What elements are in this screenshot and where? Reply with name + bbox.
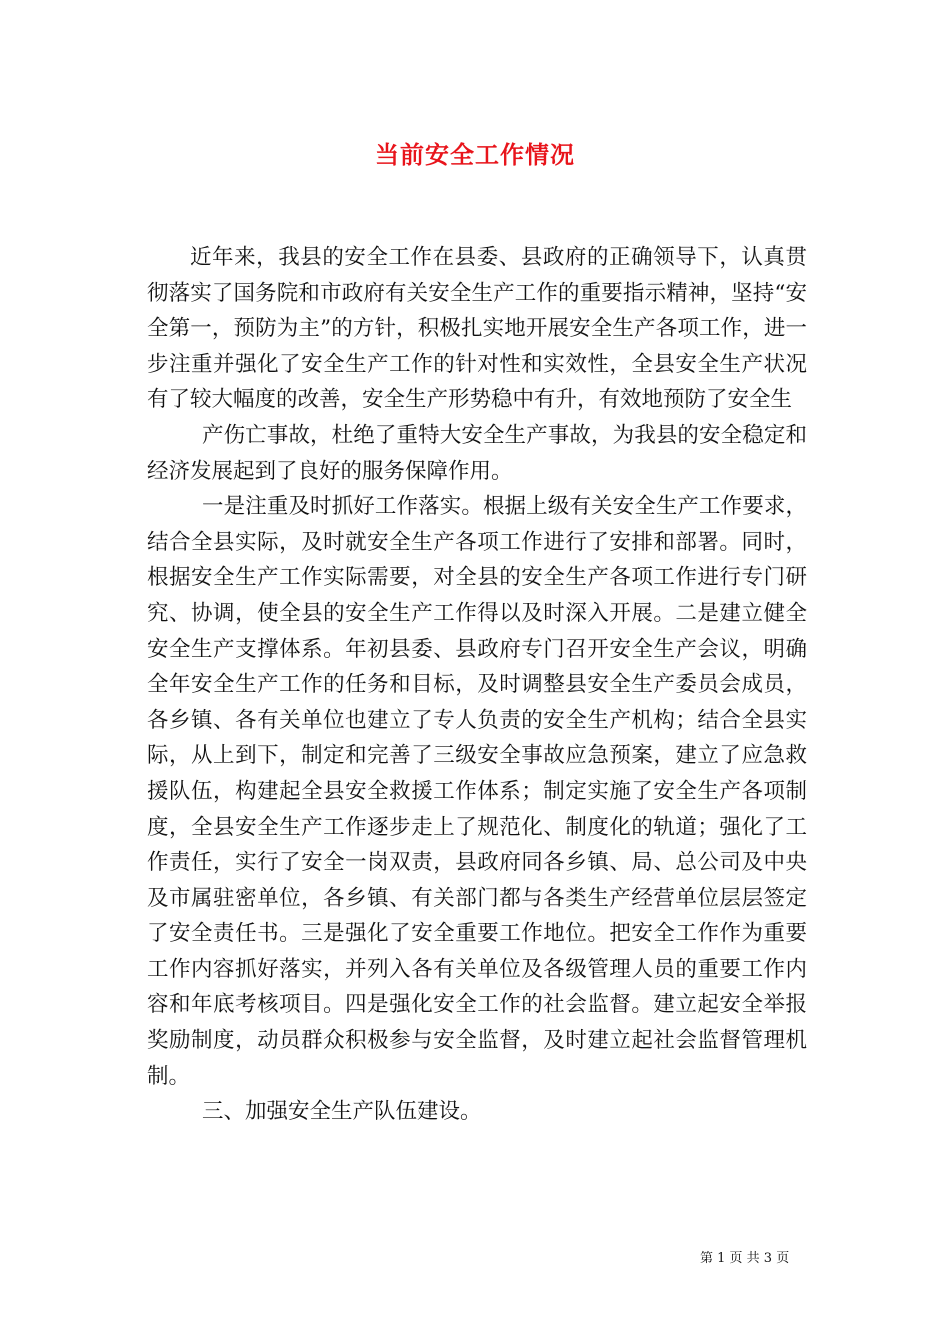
document-body	[147, 240, 807, 1130]
paragraph-continuation: 产伤亡事故，杜绝了重特大安全生产事故，为我县的安全稳定和经济发展起到了良好的服务保障作用。	[147, 422, 807, 484]
page-number-footer: 第 1 页 共 3 页	[700, 1251, 790, 1266]
paragraph-section-three: 三、加强安全生产队伍建设。	[202, 1099, 482, 1125]
paragraph-measures: 一是注重及时抓好工作落实。根据上级有关安全生产工作要求，结合全县实际，及时就安全生产各项工作进行了安排和部署。同时，根据安全生产工作实际需要，对全县的安全生产各项工作进行专门研究、协调，使全县的安全生产工作得以及时深入开展。二是建立健全安全生产支撑体系。年初县委、县政府专门召开安全生产会议，明确全年安全生产工作的任务和目标，及时调整县安全生产委员会成员，各乡镇、各有关单位也建立了专人负责的安全生产机构；结合全县实际，从上到下，制定和完善了三级安全事故应急预案，建立了应急救援队伍，构建起全县安全救援工作体系；制定实施了安全生产各项制度，全县安全生产工作逐步走上了规范化、制度化的轨道；强化了工作责任，实行了安全一岗双责，县政府同各乡镇、局、总公司及中央及市属驻密单位，各乡镇、有关部门都与各类生产经营单位层层签定了安全责任书。三是强化了安全重要工作地位。把安全工作作为重要工作内容抓好落实，并列入各有关单位及各级管理人员的重要工作内容和年底考核项目。四是强化安全工作的社会监督。建立起安全举报奖励制度，动员群众积极参与安全监督，及时建立起社会监督管理机制。	[147, 494, 807, 1089]
paragraph-intro: 近年来，我县的安全工作在县委、县政府的正确领导下，认真贯彻落实了国务院和市政府有关安全生产工作的重要指示精神，坚持“安全第一，预防为主”的方针，积极扎实地开展安全生产各项工作，进一步注重并强化了安全生产工作的针对性和实效性，全县安全生产状况有了较大幅度的改善，安全生产形势稳中有升，有效地预防了安全生	[147, 245, 807, 413]
document-title: 当前安全工作情况	[375, 140, 575, 169]
